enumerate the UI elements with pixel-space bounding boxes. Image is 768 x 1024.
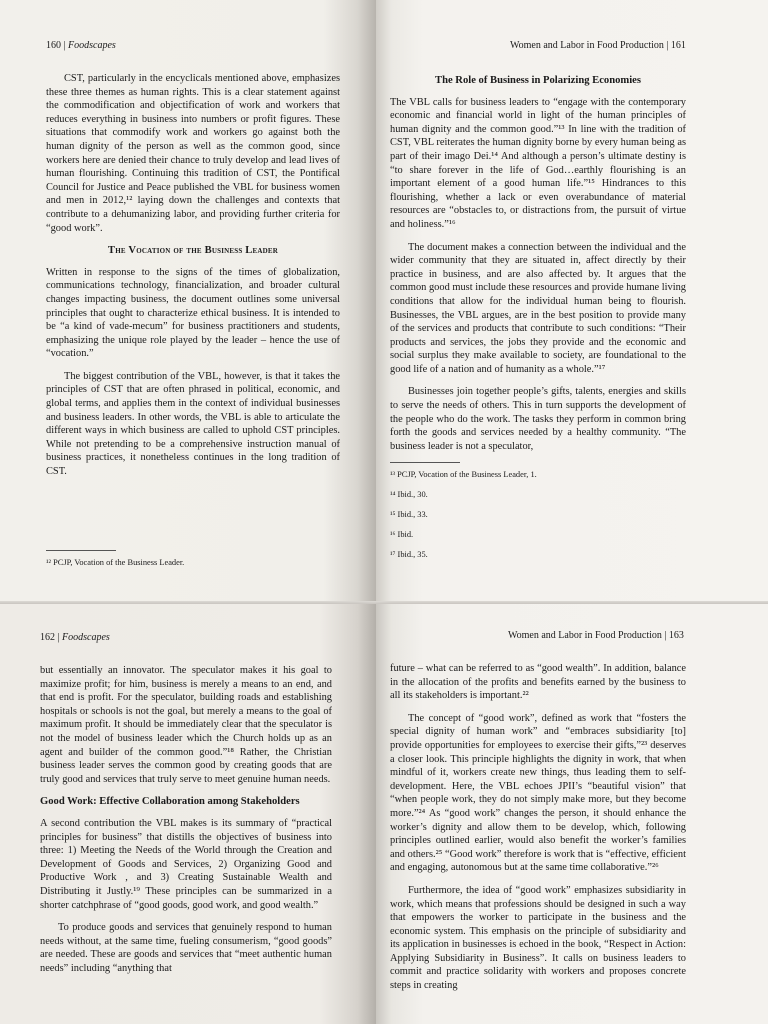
text-column [40,664,332,984]
paragraph: To produce goods and services that genuinely respond to human needs without, at the same time, fueling consumerism, “good goods” are needed. These are goods and services that “meet authentic human needs” including “anything that [40,922,332,974]
footnotes [46,544,340,577]
page-number: 163 [668,630,684,641]
footnote: ¹⁷ Ibid., 35. [390,550,428,560]
paragraph: future – what can be referred to as “good wealth”. In addition, balance in the allocation of the profits and benefits earned by the business to all its stakeholders is important.²² [390,663,686,702]
page-163 [376,604,768,1024]
paragraph: Businesses join together people’s gifts, talents, energies and skills to serve the needs of others. This in turn supports the development of the people who do the work. The tasks they perform in common bring forth the goods and services needed by a healthy community. “The business leader is not a speculator, [390,386,686,452]
text-column [390,662,686,1002]
section-heading: The Vocation of the Business Leader [107,245,279,257]
running-header: Women and Labor in Food Production | 163 [508,630,684,641]
footnote: ¹⁶ Ibid. [390,530,414,540]
paragraph: but essentially an innovator. The speculator makes it his goal to maximize profit; for him, business is merely a means to an end, and that end is profit. For the speculator, building roads and establishing hospitals or schools is not the goal, but merely a means to the goal of maximum profit. It should be immediately clear that the speculator is not the model of business leader which the Church holds up as an agent and builder of the common good.”¹⁸ Rather, the Christian business leader serves the common good by creating goods that are truly good and services that truly serve to meet genuine human needs. [40,665,332,785]
text-column [390,68,686,569]
running-title: Foodscapes [68,40,116,51]
paragraph: A second contribution the VBL makes is its summary of “practical principles for business” that distills the objectives of business into three: 1) Meeting the Needs of the World through the Creation and Development of Goods and Services, 2) Organizing Good and Productive Work , and 3) Creating Sustainable Wealth and Distributing it Justly.¹⁹ These principles can be summarized in a shorter catchphrase of “good goods, good work, and good wealth.” [40,817,332,911]
paragraph: The VBL calls for business leaders to “engage with the contemporary economic and financial world in light of the human principles of human dignity and the common good.”¹³ In line with the tradition of CST, VBL reiterates the human dignity borne by every human being as part of their imago Dei.¹⁴ And although a person’s ultimate destiny is “to share forever in the life of God…earthly flourishing is an important element of a good human life.”¹⁵ Hindrances to this flourishing, whether a lack or even overabundance of material resources are “obstacles to, or distractions from, the pursuit of virtue and holiness.”¹⁶ [390,96,686,230]
text-column [46,72,340,488]
paragraph: The document makes a connection between the individual and the wider community that they are situated in, affect directly by their practice in business, and are also affected by. It argues that the common good must include these resources and provide humane living conditions that allow for the individual human being to flourish. Businesses, the VBL argues, are in the best position to provide many of the services and products that contribute to such conditions: “Their products and services, the jobs they provide and the economic and social surplus they make available to society, are foundational to the good life of a nation and of humanity as a whole.”¹⁷ [390,241,686,375]
running-title: Women and Labor in Food Production [510,40,664,51]
footnote-rule [46,550,116,551]
paragraph: Written in response to the signs of the times of globalization, communications technology, financialization, and broader cultural changes impacting business, the document outlines some universal principles that ought to characterize ethical business. It is intended to be “a kind of vade-mecum” for business practitioners and students, emphasizing the unique role played by the leader – hence the use of “vocation.” [46,266,340,360]
footnote: ¹⁴ Ibid., 30. [390,490,428,500]
paragraph: The concept of “good work”, defined as work that “fosters the special dignity of human work” and “embraces subsidiarity [to] provide opportunities for employees to exercise their gifts,”²³ deserves a closer look. This principle highlights the dignity in work, that when mindful of it, workers create new things, thus leading them to self-development. Here, the VBL echoes JPII’s “beautiful vision” that “when people work, they do not simply make more, but they become more.”²⁴ As “good work” changes the person, it should enhance the worker’s dignity and allow them to be develop, which, following principles outlined earlier, would also benefit the worker’s families and others.²⁵ “Good work” therefore is work that is “effective, efficient and engaging, autonomous but at the same time collaborative.”²⁶ [390,712,686,874]
footnote: ¹³ PCJP, Vocation of the Business Leader, 1. [390,470,537,480]
page-161 [376,0,768,604]
page-number: 160 [46,40,61,51]
footnote: ¹² PCJP, Vocation of the Business Leader. [46,558,185,567]
page-number: 162 [40,632,55,643]
paragraph: CST, particularly in the encyclicals mentioned above, emphasizes these three themes as human rights. This is a clear statement against the commodification and objectification of work and workers that reduces everything in business into numbers or profit figures. These situations that commodify work and workers go against both the human dignity of the person as well as the common good, since workers here are denied their chance to truly develop and lead lives of human flourishing. Continuing this tradition of CST, the Pontifical Council for Justice and Peace published the VBL for business women and men in 2012,¹² laying down the challenges and contexts that contribute to a dehumanizing labor, and providing further criteria for “good work”. [46,73,340,234]
running-header: Women and Labor in Food Production | 161 [510,40,686,51]
section-heading: Good Work: Effective Collaboration among Stakeholders [40,796,300,808]
paragraph: The biggest contribution of the VBL, however, is that it takes the principles of CST that are often phrased in political, economic, and global terms, and applies them in the context of individual businesses and business leaders. In other words, the VBL is able to articulate the different ways in which business are called to uphold CST principles. While not pretending to be a comprehensive instruction manual of business practices, it nonetheless continues in the long tradition of CST. [46,370,340,478]
running-title: Foodscapes [62,632,110,643]
paragraph: Furthermore, the idea of “good work” emphasizes subsidiarity in work, which means that professions should be designed in such a way that empowers the worker to participate in the business and the economic system. This emphasis on the principle of subsidiarity and its application in businesses is echoed in the book, “Respect in Action: Applying Subsidiarity in Business”. It calls on business leaders to commit and practice solidarity with workers and proposes concrete steps in creating [390,884,686,992]
footnote: ¹⁵ Ibid., 33. [390,510,428,520]
running-header: 162 | Foodscapes [40,632,110,643]
section-heading: The Role of Business in Polarizing Economies [435,75,641,86]
footnote-rule [390,462,460,463]
page-160 [0,0,376,604]
page-number: 161 [670,40,686,51]
running-title: Women and Labor in Food Production [508,630,662,641]
running-header: 160 | Foodscapes [46,40,116,51]
page-162 [0,604,376,1024]
